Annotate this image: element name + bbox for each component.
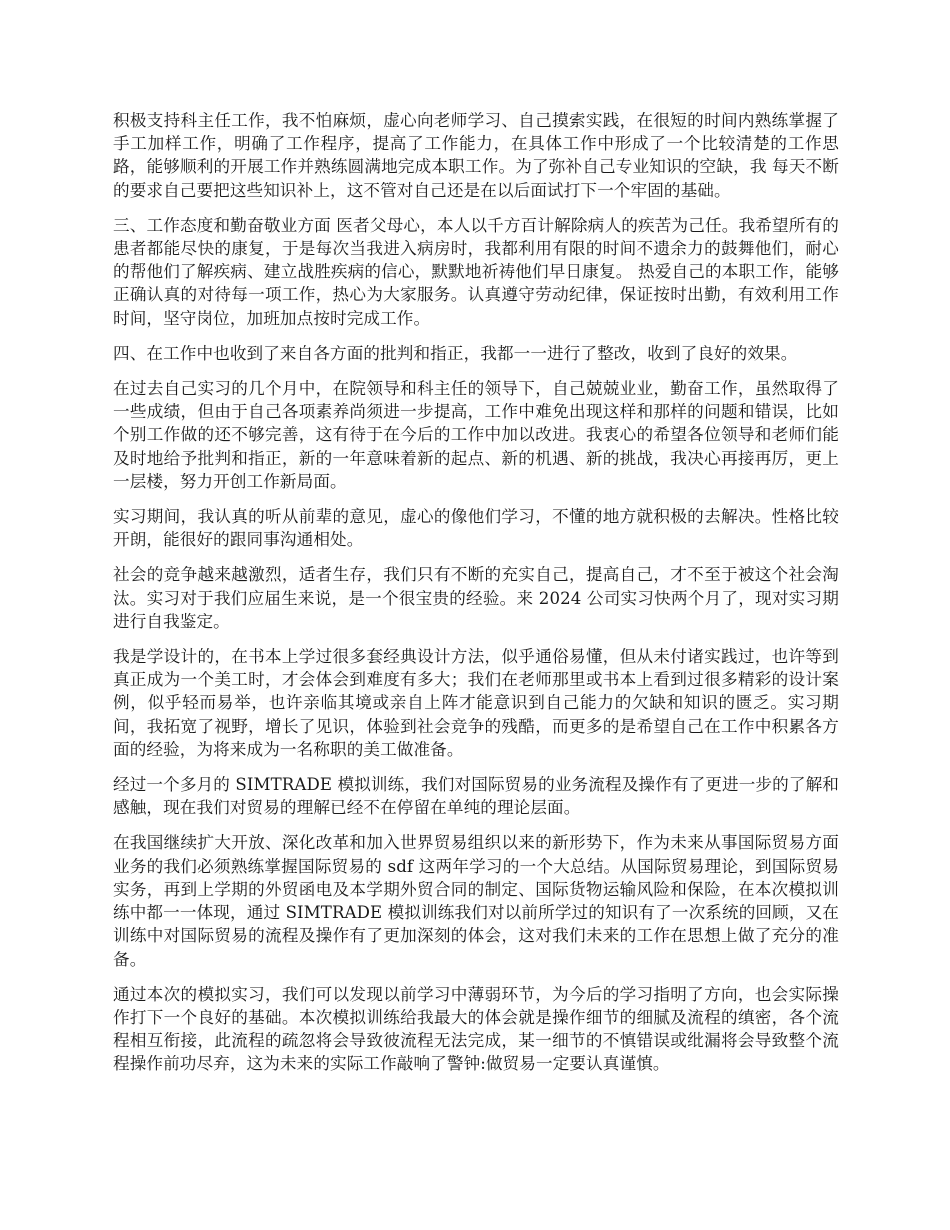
paragraph: 经过一个多月的 SIMTRADE 模拟训练，我们对国际贸易的业务流程及操作有了更进一步的了解和感触，现在我们对贸易的理解已经不在停留在单纯的理论层面。 (113, 775, 839, 818)
paragraph: 通过本次的模拟实习，我们可以发现以前学习中薄弱环节，为今后的学习指明了方向，也会实际操作打下一个良好的基础。本次模拟训练给我最大的体会就是操作细节的细腻及流程的缜密，各个流程相互衔接，此流程的疏忽将会导致彼流程无法完成，某一细节的不慎错误或纰漏将会导致整个流程操作前功尽弃，这为未来的实际工作敲响了警钟:做贸易一定要认真谨慎。 (113, 984, 839, 1074)
paragraph: 我是学设计的，在书本上学过很多套经典设计方法，似乎通俗易懂，但从未付诸实践过，也许等到真正成为一个美工时，才会体会到难度有多大；我们在老师那里或书本上看到过很多精彩的设计案例，似乎轻而易举，也许亲临其境或亲自上阵才能意识到自己能力的欠缺和知识的匮乏。实习期间，我拓宽了视野，增长了见识，体验到社会竞争的残酷，而更多的是希望自己在工作中积累各方面的经验，为将来成为一名称职的美工做准备。 (113, 647, 839, 759)
paragraph: 四、在工作中也收到了来自各方面的批判和指正，我都一一进行了整改，收到了良好的效果。 (113, 343, 798, 363)
paragraph: 在过去自己实习的几个月中，在院领导和科主任的领导下，自己兢兢业业，勤奋工作，虽然取得了一些成绩，但由于自己各项素养尚须进一步提高，工作中难免出现这样和那样的问题和错误，比如个别工作做的还不够完善，这有待于在今后的工作中加以改进。我衷心的希望各位领导和老师们能及时地给予批判和指正，新的一年意味着新的起点、新的机遇、新的挑战，我决心再接再厉，更上一层楼，努力开创工作新局面。 (113, 379, 839, 491)
paragraph: 积极支持科主任工作，我不怕麻烦，虚心向老师学习、自己摸索实践，在很短的时间内熟练掌握了手工加样工作，明确了工作程序，提高了工作能力，在具体工作中形成了一个比较清楚的工作思路，能够顺利的开展工作并熟练圆满地完成本职工作。为了弥补自己专业知识的空缺，我 每天不断的要求自己要把这些知识补上，这不管对自己还是在以后面试打下一个牢固的基础。 (113, 111, 839, 200)
paragraph: 三、工作态度和勤奋敬业方面 医者父母心，本人以千方百计解除病人的疾苦为己任。我希望所有的患者都能尽快的康复，于是每次当我进入病房时，我都利用有限的时间不遗余力的鼓舞他们，耐心的帮他们了解疾病、建立战胜疾病的信心，默默地祈祷他们早日康复。 热爱自己的本职工作，能够正确认真的对待每一项工作，热心为大家服务。认真遵守劳动纪律，保证按时出勤，有效利用工作时间，坚守岗位，加班加点按时完成工作。 (113, 215, 839, 328)
paragraph: 社会的竞争越来越激烈，适者生存，我们只有不断的充实自己，提高自己，才不至于被这个社会淘汰。实习对于我们应届生来说，是一个很宝贵的经验。来 2024 公司实习快两个月了，现对实习期进行自我鉴定。 (113, 565, 839, 631)
paragraph: 实习期间，我认真的听从前辈的意见，虚心的像他们学习，不懂的地方就积极的去解决。性格比较开朗，能很好的跟同事沟通相处。 (113, 507, 839, 550)
paragraph: 在我国继续扩大开放、深化改革和加入世界贸易组织以来的新形势下，作为未来从事国际贸易方面业务的我们必须熟练掌握国际贸易的 sdf 这两年学习的一个大总结。从国际贸易理论，到国际贸易实务，再到上学期的外贸函电及本学期外贸合同的制定、国际货物运输风险和保险，在本次模拟训练中都一一体现，通过 SIMTRADE 模拟训练我们对以前所学过的知识有了一次系统的回顾，又在训练中对国际贸易的流程及操作有了更加深刻的体会，这对我们未来的工作在思想上做了充分的准备。 (113, 833, 839, 969)
document-body (113, 109, 839, 1088)
